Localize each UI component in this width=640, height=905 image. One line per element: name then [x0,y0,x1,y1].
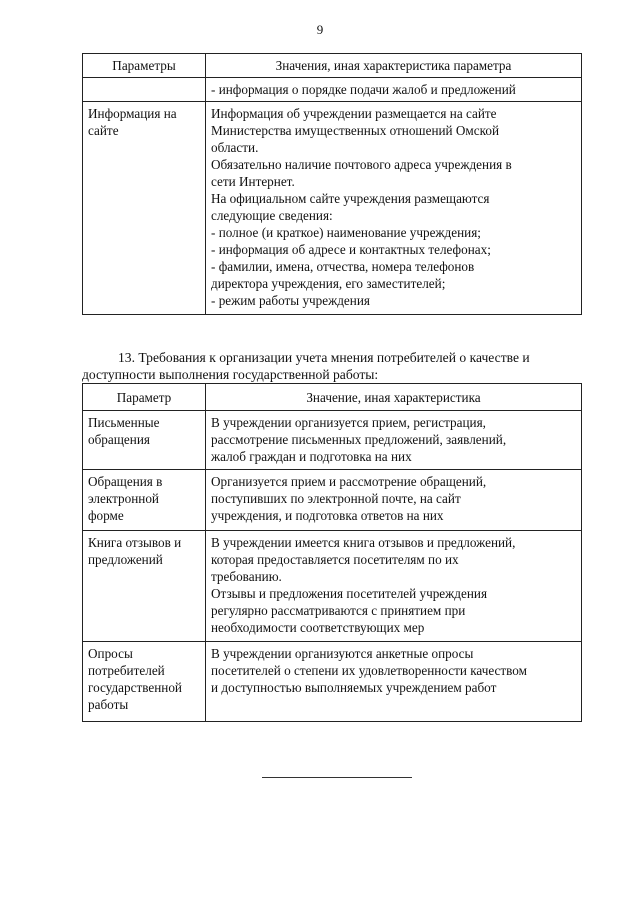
value-line: Министерства имущественных отношений Омской [211,123,500,138]
param-line: Информация на [88,106,177,121]
value-line: следующие сведения: [211,208,333,223]
value-line: Отзывы и предложения посетителей учреждения [211,586,488,601]
table-row [83,102,582,315]
value-line: необходимости соответствующих мер [211,620,425,635]
table-row [83,78,582,102]
value-cell [206,642,582,722]
param-line: государственной [88,680,182,695]
value-line: посетителей о степени их удовлетворенности качеством [211,663,527,678]
value-line: - фамилии, имена, отчества, номера телефонов [211,259,475,274]
value-line: На официальном сайте учреждения размещаются [211,191,490,206]
value-line: В учреждении организуется прием, регистрация, [211,415,486,430]
param-line: электронной [88,491,159,506]
page-number: 9 [316,22,324,37]
value-line: - информация об адресе и контактных телефонах; [211,242,491,257]
value-line: - информация о порядке подачи жалоб и предложений [211,82,516,97]
value-cell [206,470,582,531]
table-row [83,470,582,531]
table-row [83,411,582,470]
value-line: директора учреждения, его заместителей; [211,276,446,291]
table-header-row [83,54,582,78]
param-line: работы [88,697,129,712]
param-line: Опросы [88,646,133,661]
header-values: Значения, иная характеристика параметра [206,54,582,78]
value-line: жалоб граждан и подготовка на них [211,449,412,464]
param-line: сайте [88,123,119,138]
value-line: Обязательно наличие почтового адреса учреждения в [211,157,512,172]
param-line: Книга отзывов и [88,535,182,550]
value-line: сети Интернет. [211,174,295,189]
value-line: Информация об учреждении размещается на сайте [211,106,497,121]
param-cell [83,78,206,102]
param-line: Письменные [88,415,160,430]
value-line: Организуется прием и рассмотрение обращений, [211,474,487,489]
value-line: - режим работы учреждения [211,293,370,308]
value-line: В учреждении имеется книга отзывов и предложений, [211,535,516,550]
param-cell [83,102,206,315]
value-line: рассмотрение письменных предложений, заявлений, [211,432,507,447]
value-line: и доступностью выполняемых учреждением работ [211,680,497,695]
section-13-line: доступности выполнения государственной работы: [82,367,379,382]
param-cell [83,531,206,642]
section-13-line: 13. Требования к организации учета мнения потребителей о качестве и [118,350,530,365]
consumer-opinion-table [82,383,582,722]
table-row [83,642,582,722]
param-line: обращения [88,432,150,447]
value-cell [206,78,582,102]
param-cell [83,411,206,470]
value-line: В учреждении организуются анкетные опросы [211,646,474,661]
value-line: учреждения, и подготовка ответов на них [211,508,444,523]
table-row [83,531,582,642]
param-line: форме [88,508,124,523]
header-parameter: Параметр [83,384,206,411]
param-line: Обращения в [88,474,163,489]
value-line: области. [211,140,259,155]
value-line: требованию. [211,569,282,584]
value-cell [206,531,582,642]
param-cell [83,642,206,722]
header-value: Значение, иная характеристика [206,384,582,411]
site-info-table [82,53,582,315]
param-cell [83,470,206,531]
section-13-paragraph [82,349,582,383]
footer-divider [262,777,412,778]
value-line: - полное (и краткое) наименование учреждения; [211,225,481,240]
table-header-row [83,384,582,411]
param-line: потребителей [88,663,165,678]
header-parameters: Параметры [83,54,206,78]
value-line: поступивших по электронной почте, на сайт [211,491,461,506]
value-cell [206,411,582,470]
value-line: регулярно рассматриваются с принятием при [211,603,466,618]
value-cell [206,102,582,315]
value-line: которая предоставляется посетителям по их [211,552,459,567]
param-line: предложений [88,552,163,567]
